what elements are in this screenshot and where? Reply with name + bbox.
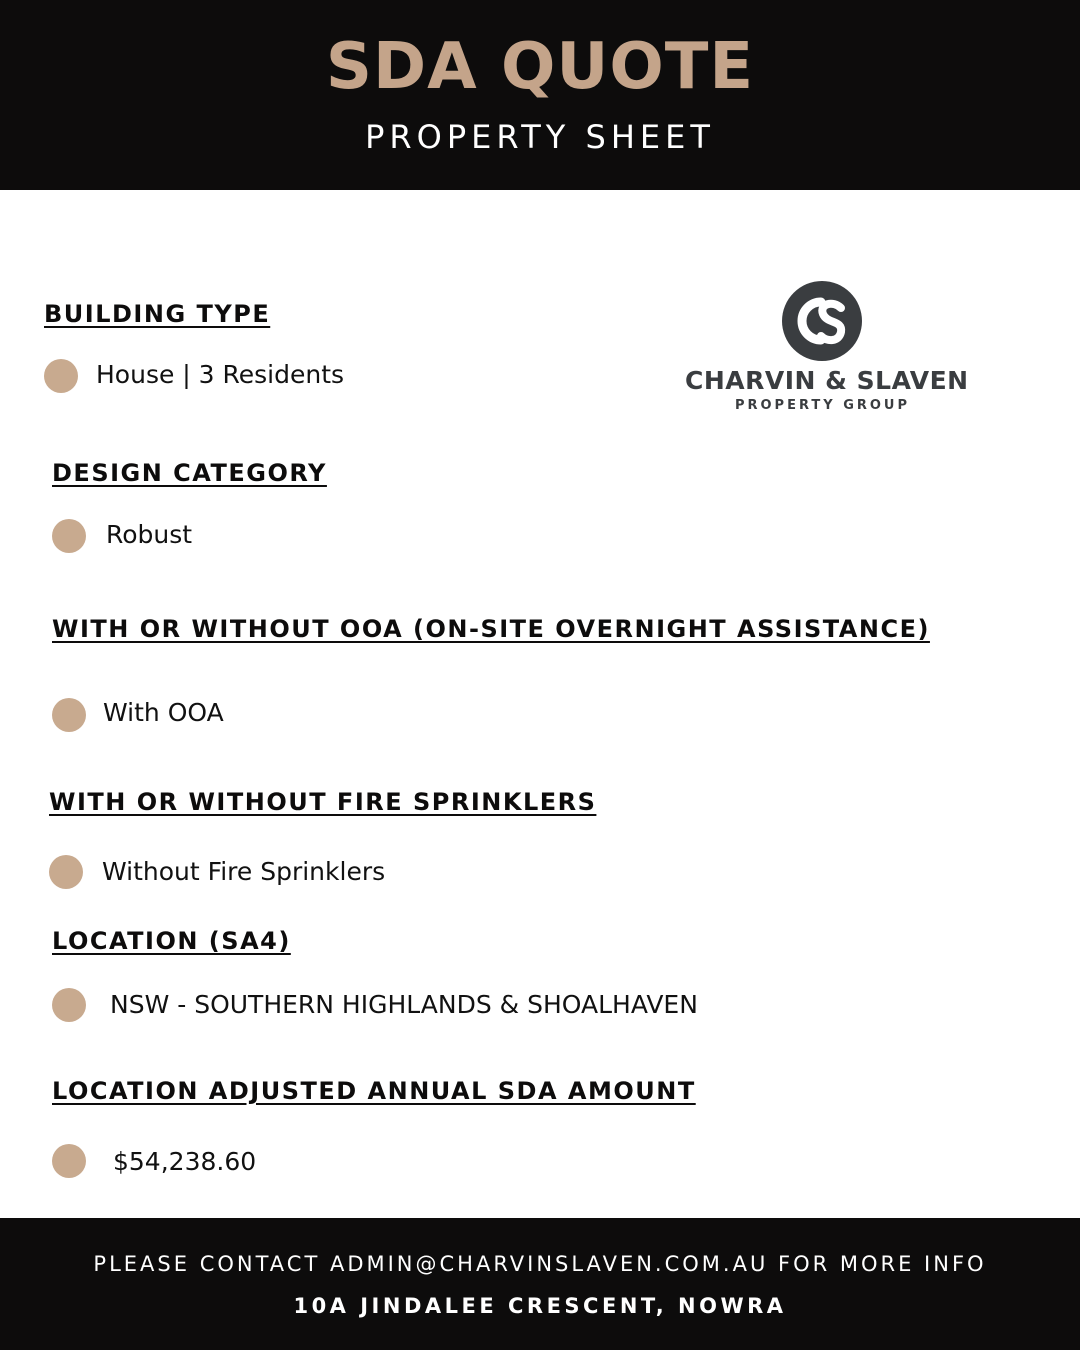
footer-banner	[0, 1218, 1080, 1350]
section-value-fire-sprinklers: Without Fire Sprinklers	[102, 857, 386, 886]
bullet-dot	[44, 359, 78, 393]
section-value-location: NSW - SOUTHERN HIGHLANDS & SHOALHAVEN	[110, 990, 698, 1019]
section-heading-fire-sprinklers: WITH OR WITHOUT FIRE SPRINKLERS	[49, 788, 597, 816]
section-value-ooa: With OOA	[103, 698, 224, 727]
section-heading-location: LOCATION (SA4)	[52, 927, 291, 955]
page-subtitle: PROPERTY SHEET	[365, 118, 715, 156]
page-title: SDA QUOTE	[325, 30, 755, 104]
bullet-dot	[52, 1144, 86, 1178]
bullet-dot	[52, 988, 86, 1022]
section-heading-design-category: DESIGN CATEGORY	[52, 459, 327, 487]
bullet-dot	[52, 698, 86, 732]
bullet-dot	[49, 855, 83, 889]
section-heading-building-type: BUILDING TYPE	[44, 300, 271, 328]
section-heading-ooa: WITH OR WITHOUT OOA (ON-SITE OVERNIGHT ASSISTANCE)	[52, 615, 930, 643]
logo-tagline: PROPERTY GROUP	[734, 398, 911, 413]
logo-company-name: CHARVIN & SLAVEN	[685, 366, 969, 395]
bullet-dot	[52, 519, 86, 553]
section-heading-sda-amount: LOCATION ADJUSTED ANNUAL SDA AMOUNT	[52, 1077, 696, 1105]
section-value-building-type: House | 3 Residents	[96, 360, 345, 389]
company-logo	[685, 278, 969, 418]
cs-monogram-icon	[781, 280, 863, 362]
footer-address: 10A JINDALEE CRESCENT, NOWRA	[293, 1294, 787, 1318]
footer-contact: PLEASE CONTACT ADMIN@CHARVINSLAVEN.COM.AU FOR MORE INFO	[93, 1252, 987, 1276]
section-value-design-category: Robust	[106, 520, 193, 549]
section-value-sda-amount: $54,238.60	[113, 1147, 257, 1176]
